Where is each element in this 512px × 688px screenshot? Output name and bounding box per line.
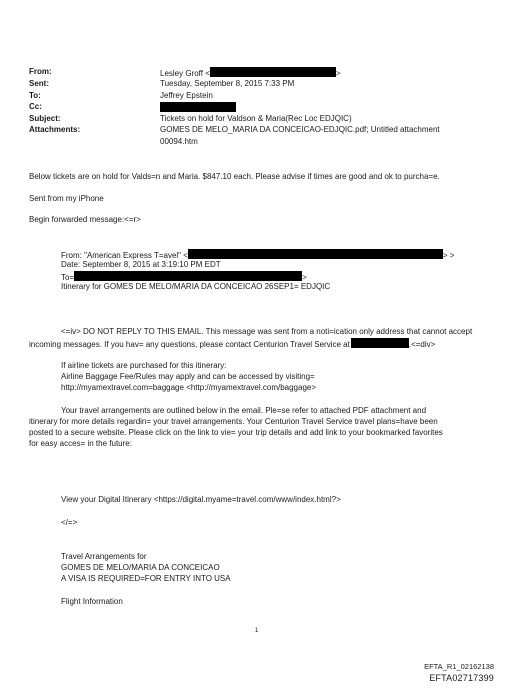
forward-from-text: From: "American Express T=avel" <	[61, 251, 188, 260]
redaction-block	[188, 249, 443, 259]
redaction-block	[210, 67, 336, 77]
forward-date: Date: September 8, 2015 at 3:19:10 PM EDT	[61, 260, 221, 269]
travel-line-2: GOMES DE MELO/MARIA DA CONCEICAO	[61, 563, 220, 572]
arrangements-line-4: for easy acces= in the future:	[29, 439, 132, 448]
redaction-block	[351, 338, 409, 348]
notice-line-2-text: incoming messages. If you hav= any questions, please contact Centurion Travel Service at	[29, 340, 350, 349]
header-attachments-row	[29, 125, 499, 147]
header-cc-row	[29, 102, 499, 112]
from-value	[160, 67, 341, 79]
sent-value: Tuesday, September 8, 2015 7:33 PM	[160, 79, 295, 88]
travel-line-1: Travel Arrangements for	[61, 552, 147, 561]
to-value: Jeffrey Epstein	[160, 91, 213, 100]
attachments-line-1: GOMES DE MELO_MARIA DA CONCEICAO-EDJQIC.pdf; Untitled attachment	[160, 125, 440, 134]
notice-line-2-tail: .<=div>	[408, 340, 436, 349]
footer-reference-2: EFTA02717399	[429, 673, 494, 683]
arrangements-line-3: posted to a secure website. Please click on the link to vie= your trip details and add link to your bookmarked favorites	[29, 428, 443, 437]
body-intro: Below tickets are on hold for Valds=n and Maria. $847.10 each. Please advise if times are good and ok to purcha=e.	[29, 172, 440, 181]
body-signature: Sent from my iPhone	[29, 194, 104, 203]
header-sent-row	[29, 79, 499, 89]
sent-label: Sent:	[29, 79, 49, 88]
footer-reference-1: EFTA_R1_02162138	[424, 662, 494, 671]
baggage-line-3: http://myamextravel.com=baggage <http://myamextravel.com/baggage>	[61, 383, 317, 392]
subject-label: Subject:	[29, 114, 61, 123]
cc-value	[160, 102, 236, 114]
subject-value: Tickets on hold for Valdson & Maria(Rec Loc EDJQIC)	[160, 114, 352, 123]
travel-line-3: A VISA IS REQUIRED=FOR ENTRY INTO USA	[61, 574, 231, 583]
arrangements-line-1: Your travel arrangements are outlined below in the email. Ple=se refer to attached PDF attachment and	[61, 406, 427, 415]
attachments-line-2: 00094.htm	[160, 137, 198, 146]
baggage-line-1: If airline tickets are purchased for this itinerary:	[61, 361, 227, 370]
page-number: 1	[255, 628, 259, 634]
header-subject-row	[29, 114, 499, 124]
baggage-line-2: Airline Baggage Fee/Rules may apply and can be accessed by visiting=	[61, 372, 315, 381]
to-label: To:	[29, 91, 41, 100]
forward-itinerary: Itinerary for GOMES DE MELO/MARIA DA CONCEICAO 26SEP1= EDJQIC	[61, 282, 331, 291]
redaction-block	[74, 271, 302, 281]
from-tail: >	[335, 69, 341, 78]
header-from-row	[29, 67, 499, 77]
forward-from-tail: > >	[442, 251, 455, 260]
cc-label: Cc:	[29, 102, 42, 111]
forward-to-text: To=	[61, 273, 75, 282]
body-forwarded: Begin forwarded message:<=r>	[29, 215, 141, 224]
notice-line-2	[29, 338, 435, 350]
digital-close-tag: </=>	[61, 518, 78, 527]
header-to-row	[29, 91, 499, 101]
from-name: Lesley Groff <	[160, 69, 210, 78]
redaction-block	[160, 102, 236, 112]
from-label: From:	[29, 67, 52, 76]
forward-to-tail: >	[302, 273, 307, 282]
travel-line-4: Flight Information	[61, 597, 123, 606]
digital-itinerary-link: View your Digital Itinerary <https://digital.myame=travel.com/www/index.html?>	[61, 495, 341, 504]
attachments-label: Attachments:	[29, 125, 81, 134]
notice-line-1: <=iv> DO NOT REPLY TO THIS EMAIL. This message was sent from a noti=ication only address that cannot accept	[61, 327, 473, 336]
arrangements-line-2: itinerary for more details regardin= your travel arrangements. Your Centurion Travel Service travel plans=have been	[29, 417, 438, 426]
